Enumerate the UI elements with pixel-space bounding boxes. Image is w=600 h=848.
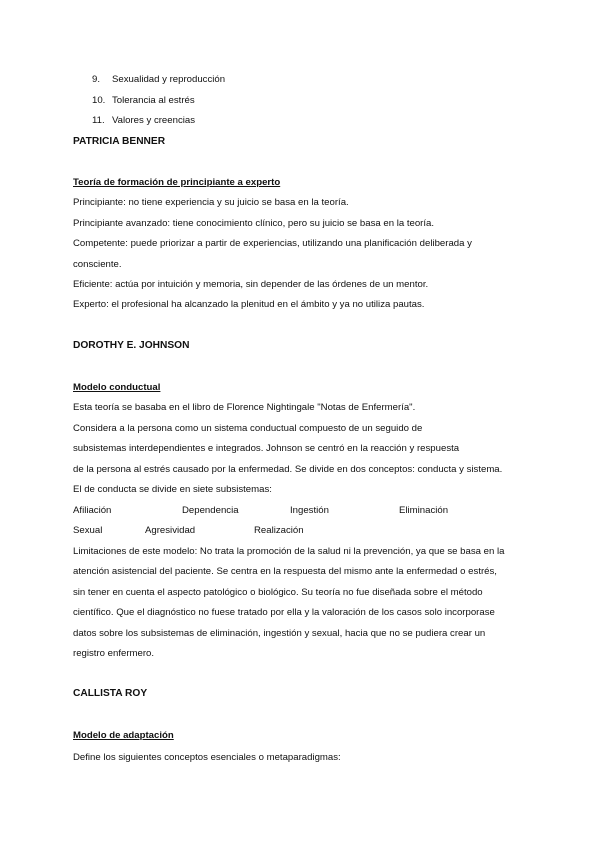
paragraph-line: Principiante avanzado: tiene conocimiento clínico, pero su juicio se basa en la teoría. (73, 218, 435, 229)
paragraph-line: atención asistencial del paciente. Se centra en la respuesta del mismo ante la enfermedad o estrés, (73, 566, 497, 577)
paragraph-line: Experto: el profesional ha alcanzado la plenitud en el ámbito y ya no utiliza pautas. (73, 299, 425, 310)
list-item (92, 115, 195, 127)
paragraph-line: El de conducta se divide en siete subsistemas: (73, 484, 272, 495)
list-text: Sexualidad y reproducción (112, 74, 226, 85)
subheading-johnson: Modelo conductual (73, 382, 161, 393)
subsystem-label: Afiliación (73, 505, 112, 516)
paragraph-line: consciente. (73, 259, 122, 270)
subsystem-label: Eliminación (399, 505, 449, 516)
paragraph-line: de la persona al estrés causado por la enfermedad. Se divide en dos conceptos: conducta y sistema. (73, 464, 503, 475)
list-number: 10. (92, 95, 106, 106)
paragraph-line: Eficiente: actúa por intuición y memoria, sin depender de las órdenes de un mentor. (73, 279, 429, 290)
list-text: Tolerancia al estrés (112, 95, 195, 106)
paragraph-line: Esta teoría se basaba en el libro de Florence Nightingale "Notas de Enfermería". (73, 402, 416, 413)
list-item (92, 95, 195, 107)
subsystem-label: Agresividad (145, 525, 196, 536)
list-item (92, 74, 225, 86)
subsystem-label: Dependencia (182, 505, 239, 516)
paragraph-line: científico. Que el diagnóstico no fuese tratado por ella y la valoración de los casos solo incorporase (73, 607, 495, 618)
section-heading-roy: CALLISTA ROY (73, 688, 148, 699)
paragraph-line: Principiante: no tiene experiencia y su juicio se basa en la teoría. (73, 197, 349, 208)
subsystem-label: Ingestión (290, 505, 329, 516)
subheading-roy: Modelo de adaptación (73, 730, 174, 741)
subheading-benner: Teoría de formación de principiante a experto (73, 177, 281, 188)
paragraph-line: datos sobre los subsistemas de eliminación, ingestión y sexual, hacia que no se pudiera crear un (73, 628, 486, 639)
paragraph-line: subsistemas interdependientes e integrados. Johnson se centró en la reacción y respuesta (73, 443, 460, 454)
subsystem-label: Sexual (73, 525, 103, 536)
subsystem-label: Realización (254, 525, 304, 536)
list-number: 9. (92, 74, 101, 85)
paragraph-line: Competente: puede priorizar a partir de experiencias, utilizando una planificación deliberada y (73, 238, 472, 249)
list-text: Valores y creencias (112, 115, 196, 126)
section-heading-benner: PATRICIA BENNER (73, 136, 166, 147)
list-number: 11. (92, 115, 105, 126)
paragraph-line: Considera a la persona como un sistema conductual compuesto de un seguido de (73, 423, 423, 434)
section-heading-johnson: DOROTHY E. JOHNSON (73, 340, 190, 351)
paragraph-line: Define los siguientes conceptos esenciales o metaparadigmas: (73, 752, 341, 763)
paragraph-line: sin tener en cuenta el aspecto patológico o biológico. Su teoría no fue diseñada sobre el método (73, 587, 483, 598)
paragraph-line: registro enfermero. (73, 648, 155, 659)
paragraph-line: Limitaciones de este modelo: No trata la promoción de la salud ni la prevención, ya que se basa en la (73, 546, 505, 557)
